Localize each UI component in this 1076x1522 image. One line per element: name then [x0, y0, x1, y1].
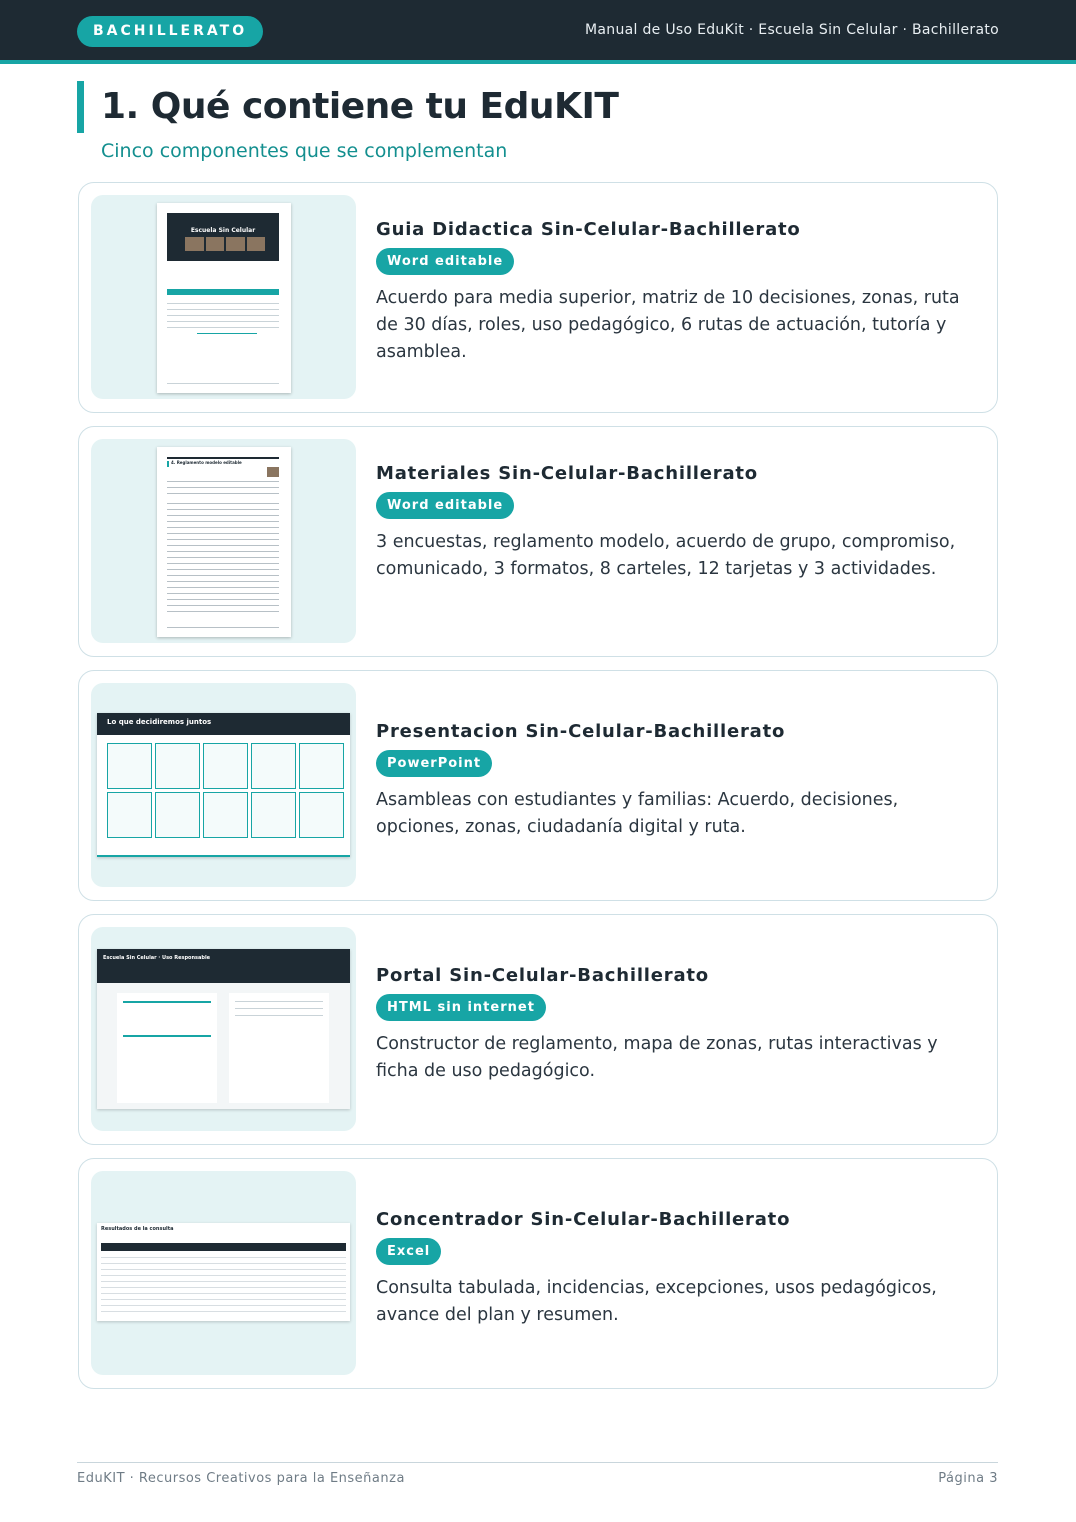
component-card-presentacion	[78, 670, 998, 901]
concentrador-thumbnail	[91, 1171, 356, 1375]
format-badge: Word editable	[376, 248, 514, 275]
component-card-guia	[78, 182, 998, 413]
presentacion-thumbnail	[91, 683, 356, 887]
component-title: Concentrador Sin-Celular-Bachillerato	[376, 1209, 791, 1230]
component-description: Asambleas con estudiantes y familias: Acuerdo, decisiones, opciones, zonas, ciudadanía digital y ruta.	[376, 790, 899, 837]
thumbnail-heading: Resultados de la consulta	[101, 1226, 174, 1232]
page-subtitle: Cinco componentes que se complementan	[101, 140, 508, 162]
portal-preview	[97, 949, 350, 1109]
guia-thumbnail	[91, 195, 356, 399]
component-title: Portal Sin-Celular-Bachillerato	[376, 965, 709, 986]
page-title: 1. Qué contiene tu EduKIT	[101, 86, 619, 127]
portal-thumbnail	[91, 927, 356, 1131]
component-info	[376, 965, 979, 1085]
format-badge: Excel	[376, 1238, 441, 1265]
component-title: Presentacion Sin-Celular-Bachillerato	[376, 721, 786, 742]
header-bar	[0, 0, 1076, 64]
component-info	[376, 219, 979, 366]
footer-publisher: EduKIT · Recursos Creativos para la Enseñanza	[77, 1471, 405, 1486]
component-info	[376, 1209, 979, 1329]
slide-preview	[97, 713, 350, 857]
thumbnail-heading: Lo que decidiremos juntos	[97, 713, 350, 735]
component-card-portal	[78, 914, 998, 1145]
component-card-materiales	[78, 426, 998, 657]
footer-divider	[77, 1462, 998, 1463]
level-badge: BACHILLERATO	[77, 16, 263, 47]
component-description: Consulta tabulada, incidencias, excepciones, usos pedagógicos, avance del plan y resumen.	[376, 1278, 937, 1325]
materiales-thumbnail	[91, 439, 356, 643]
component-info	[376, 463, 979, 583]
thumbnail-heading: 4. Reglamento modelo editable	[171, 460, 242, 465]
component-description: Constructor de reglamento, mapa de zonas, rutas interactivas y ficha de uso pedagógico.	[376, 1034, 938, 1081]
page-number: Página 3	[938, 1471, 998, 1486]
format-badge: PowerPoint	[376, 750, 492, 777]
format-badge: Word editable	[376, 492, 514, 519]
section-title-block	[77, 81, 618, 133]
component-title: Guia Didactica Sin-Celular-Bachillerato	[376, 219, 801, 240]
running-title: Manual de Uso EduKit · Escuela Sin Celular · Bachillerato	[585, 22, 999, 38]
thumbnail-heading: Escuela Sin Celular	[190, 227, 256, 234]
format-badge: HTML sin internet	[376, 994, 546, 1021]
component-description: 3 encuestas, reglamento modelo, acuerdo de grupo, compromiso, comunicado, 3 formatos, 8 carteles, 12 tarjetas y 3 actividades.	[376, 532, 956, 579]
thumbnail-heading: Escuela Sin Celular · Uso Responsable	[103, 955, 211, 961]
spreadsheet-preview	[97, 1223, 350, 1321]
component-info	[376, 721, 979, 841]
component-title: Materiales Sin-Celular-Bachillerato	[376, 463, 758, 484]
document-page-preview	[157, 447, 291, 637]
component-card-concentrador	[78, 1158, 998, 1389]
document-page-preview	[157, 203, 291, 393]
component-description: Acuerdo para media superior, matriz de 10 decisiones, zonas, ruta de 30 días, roles, uso pedagógico, 6 rutas de actuación, tutoría y asamblea.	[376, 288, 960, 362]
